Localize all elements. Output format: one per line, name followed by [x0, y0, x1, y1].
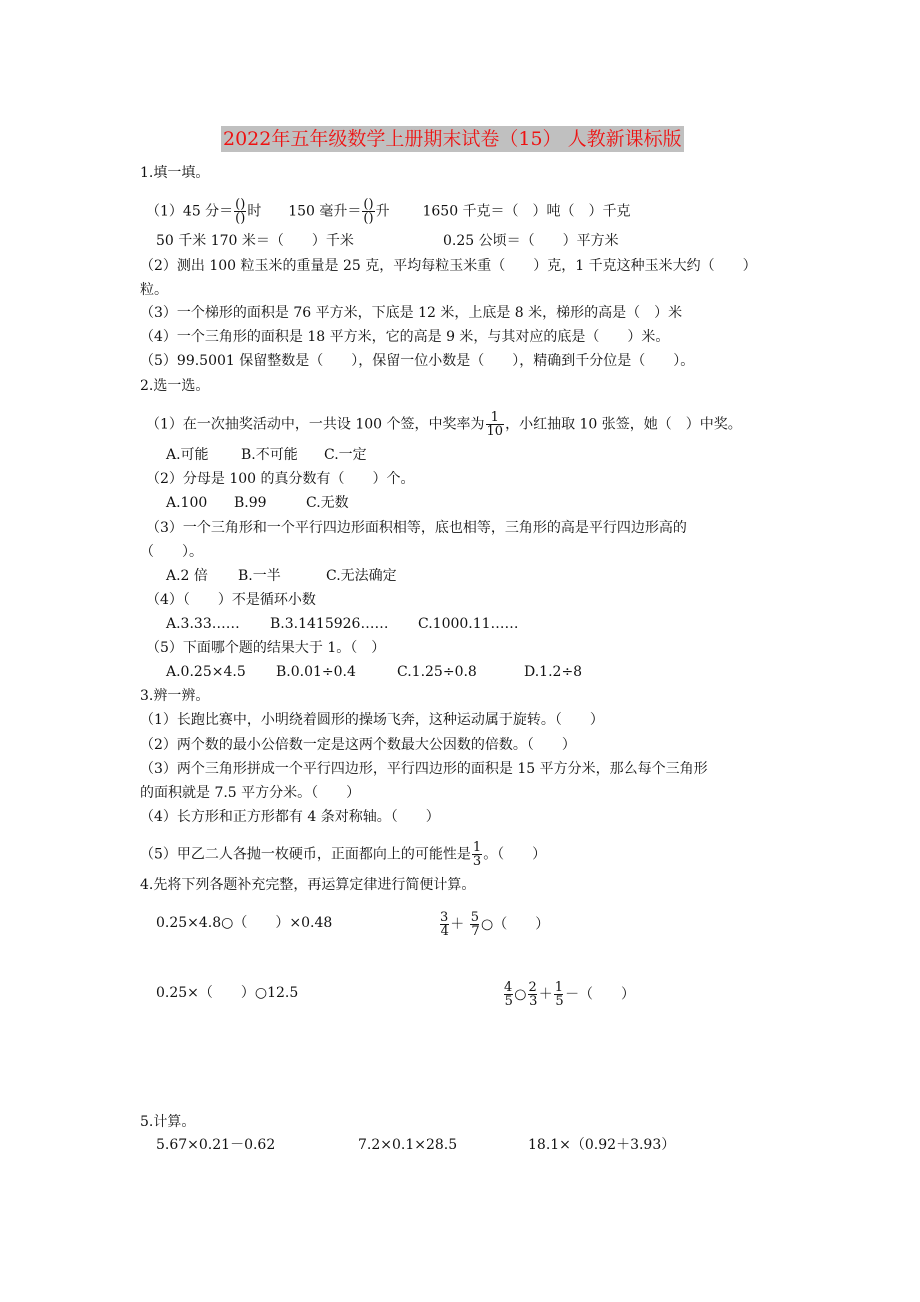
s2-q4-option-c: C.1000.11…… [418, 616, 519, 632]
s4-e4-operator-2: ＋ [538, 986, 553, 1003]
s2-q1-option-c: C.一定 [324, 447, 367, 463]
s1-q2-line2: 粒。 [140, 282, 168, 298]
s1-q1-prefix: （1）45 分＝ [146, 203, 234, 220]
s4-e2-tail: ○（ ） [481, 916, 550, 933]
fraction-numerator: 4 [504, 980, 513, 995]
fraction-numerator: 1 [554, 980, 564, 995]
s2-q2-option-c: C.无数 [306, 495, 349, 511]
s2-q2: （2）分母是 100 的真分数有（ ）个。 [146, 471, 415, 487]
s2-q1-suffix: ，小红抽取 10 张签，她（ ）中奖。 [505, 416, 742, 433]
fraction-numerator: () [235, 197, 246, 212]
s2-q5-option-d: D.1.2÷8 [524, 664, 583, 680]
s3-q5 [140, 841, 546, 868]
s1-q3: （3）一个梯形的面积是 76 平方米，下底是 12 米，上底是 8 米，梯形的高是（ ）米 [140, 305, 683, 321]
fraction-denominator: 7 [471, 924, 480, 939]
fraction-denominator: 10 [486, 424, 504, 439]
s2-q4: （4）（ ）不是循环小数 [146, 592, 316, 608]
fraction-denominator: () [363, 211, 374, 226]
fraction-denominator: 3 [472, 854, 482, 869]
s3-q3-line1: （3）两个三角形拼成一个平行四边形，平行四边形的面积是 15 平方分米，那么每个三角形 [140, 761, 708, 777]
s2-q1-fraction [486, 411, 505, 438]
s2-q1 [146, 411, 742, 438]
s1-q1-part2: 150 毫升＝ [288, 203, 362, 220]
s1-q1-fraction-2 [362, 198, 374, 225]
s2-q3-line2: （ ）。 [140, 544, 203, 560]
s2-q2-option-b: B.99 [234, 495, 267, 511]
s2-q3-option-b: B.一半 [238, 568, 281, 584]
fraction-numerator: 1 [486, 411, 505, 425]
fraction-numerator: 3 [440, 910, 449, 925]
s1-q1-unit-liter: 升 [375, 203, 390, 220]
s5-item-2: 7.2×0.1×28.5 [358, 1137, 458, 1153]
fraction-numerator: 1 [472, 840, 482, 855]
s2-q5: （5）下面哪个题的结果大于 1。（ ） [146, 640, 386, 656]
s2-q2-option-a: A.100 [166, 495, 208, 511]
s1-q1-part3: 1650 千克＝（ ）吨（ ）千克 [422, 203, 631, 220]
s1-q1-line2b: 0.25 公顷＝（ ）平方米 [443, 233, 619, 249]
s3-q3-line2: 的面积就是 7.5 平方分米。（ ） [140, 785, 361, 801]
document-title: 2022年五年级数学上册期末试卷（15） 人教新课标版 [223, 128, 682, 150]
s4-e4-operator-1: ○ [514, 986, 527, 1003]
s3-q5-suffix: 。（ ） [483, 846, 547, 863]
s4-expression-4 [502, 981, 635, 1008]
s4-e4-fraction-3 [554, 981, 564, 1008]
fraction-denominator: 3 [529, 994, 538, 1009]
fraction-denominator: 4 [440, 924, 449, 939]
s2-q5-option-a: A.0.25×4.5 [166, 664, 246, 680]
fraction-denominator: () [235, 211, 246, 226]
fraction-numerator: 5 [470, 910, 480, 925]
s2-q5-option-c: C.1.25÷0.8 [397, 664, 477, 680]
s4-e2-fraction-1 [439, 911, 449, 938]
s2-q1-option-a: A.可能 [166, 447, 209, 463]
section-3-heading: 3.辨一辨。 [140, 688, 210, 704]
s2-q1-option-b: B.不可能 [241, 447, 298, 463]
fraction-denominator: 5 [555, 994, 564, 1009]
s2-q5-option-b: B.0.01÷0.4 [276, 664, 356, 680]
fraction-denominator: 5 [504, 994, 513, 1009]
s1-q1-unit-hour: 时 [247, 203, 262, 220]
s3-q4: （4）长方形和正方形都有 4 条对称轴。（ ） [140, 809, 440, 825]
s1-q4: （4）一个三角形的面积是 18 平方米，它的高是 9 米，与其对应的底是（ ）米。 [140, 329, 670, 345]
s4-e4-fraction-2 [528, 981, 538, 1008]
fraction-numerator: 2 [528, 980, 537, 995]
s4-e2-operator: ＋ [450, 916, 465, 933]
s2-q3-option-a: A.2 倍 [166, 568, 208, 584]
s1-q1-line2a: 50 千米 170 米＝（ ）千米 [156, 233, 354, 249]
section-1-heading: 1.填一填。 [140, 165, 210, 181]
s4-e2-fraction-2 [470, 911, 480, 938]
s2-q4-option-a: A.3.33…… [166, 616, 240, 632]
s4-e4-fraction-1 [503, 981, 513, 1008]
s2-q4-option-b: B.3.1415926…… [270, 616, 389, 632]
s1-q1-line1 [146, 198, 631, 225]
s3-q1: （1）长跑比赛中，小明绕着圆形的操场飞奔，这种运动属于旋转。（ ） [140, 712, 604, 728]
s5-item-3: 18.1×（0.92＋3.93） [528, 1137, 676, 1153]
s4-expression-2 [438, 911, 549, 938]
s1-q2-line1: （2）测出 100 粒玉米的重量是 25 克，平均每粒玉米重（ ）克，1 千克这种玉米大约（ ） [140, 258, 757, 274]
section-2-heading: 2.选一选。 [140, 378, 210, 394]
s2-q1-prefix: （1）在一次抽奖活动中，一共设 100 个签，中奖率为 [146, 416, 485, 433]
s3-q5-fraction [472, 841, 482, 868]
s5-item-1: 5.67×0.21－0.62 [156, 1137, 276, 1153]
s3-q5-prefix: （5）甲乙二人各抛一枚硬币，正面都向上的可能性是 [140, 846, 471, 863]
s4-expression-1: 0.25×4.8○（ ）×0.48 [156, 915, 333, 931]
s2-q3-line1: （3）一个三角形和一个平行四边形面积相等，底也相等，三角形的高是平行四边形高的 [146, 520, 687, 536]
s2-q3-option-c: C.无法确定 [326, 568, 397, 584]
fraction-numerator: () [363, 197, 374, 212]
s4-expression-3: 0.25×（ ）○12.5 [156, 985, 299, 1001]
s1-q1-fraction-1 [234, 198, 246, 225]
s4-e4-tail: －（ ） [565, 986, 636, 1003]
section-4-heading: 4.先将下列各题补充完整，再运算定律进行简便计算。 [140, 877, 476, 893]
section-5-heading: 5.计算。 [140, 1114, 196, 1130]
s3-q2: （2）两个数的最小公倍数一定是这两个数最大公因数的倍数。（ ） [140, 737, 576, 753]
s1-q5: （5）99.5001 保留整数是（ ），保留一位小数是（ ），精确到千分位是（ ）。 [140, 353, 695, 369]
